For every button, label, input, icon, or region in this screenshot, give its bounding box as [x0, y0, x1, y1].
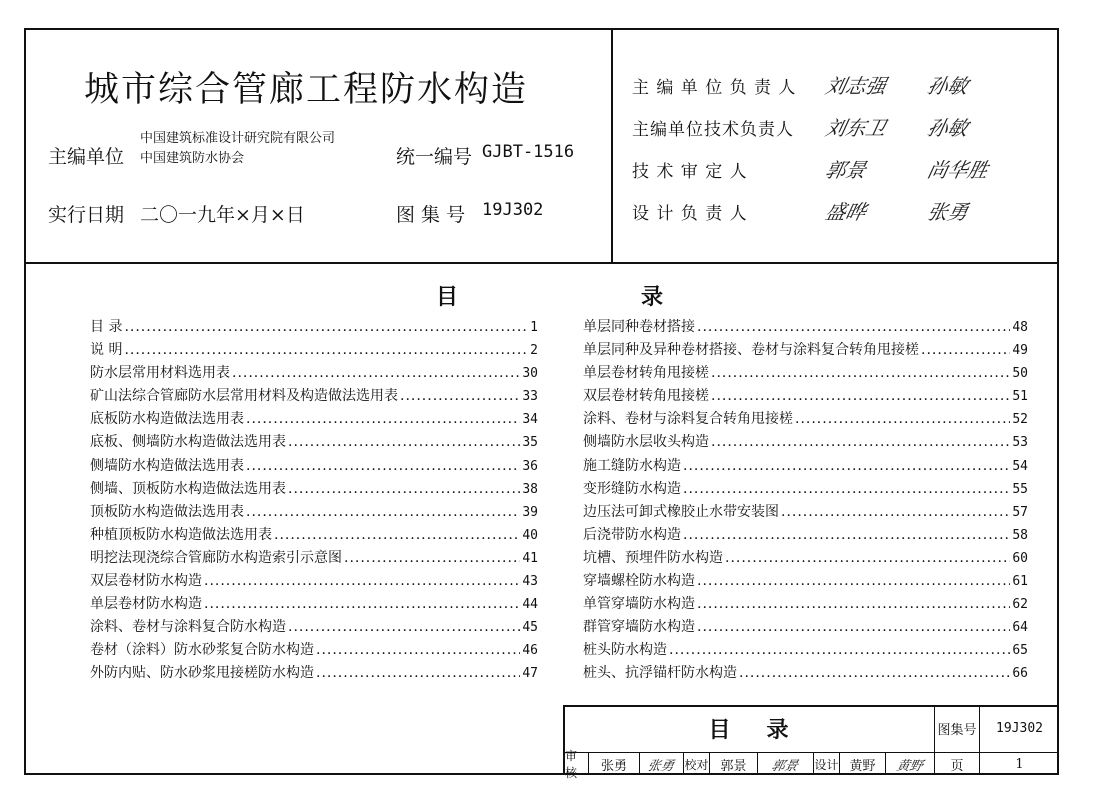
- toc-leader: [232, 365, 520, 381]
- toc-entry[interactable]: [583, 362, 1028, 385]
- unified-number-label: 统一编号: [396, 146, 473, 168]
- toc-entry[interactable]: [583, 570, 1028, 593]
- toc-entry[interactable]: [90, 385, 538, 408]
- role-title: 设 计 负 责 人: [632, 204, 748, 224]
- toc-title: 坑槽、预埋件防水构造: [583, 549, 723, 566]
- toc-title: 底板防水构造做法选用表: [90, 411, 244, 428]
- toc-title: 桩头、抗浮锚杆防水构造: [583, 665, 737, 682]
- toc-title: 穿墙螺栓防水构造: [583, 573, 695, 590]
- toc-leader: [204, 596, 520, 612]
- toc-entry[interactable]: [90, 570, 538, 593]
- toc-leader: [711, 365, 1010, 381]
- toc-page: 60: [1012, 550, 1028, 566]
- role-title: 主 编 单 位 负 责 人: [632, 78, 797, 98]
- toc-leader: [344, 550, 520, 566]
- toc-leader: [739, 665, 1010, 681]
- effective-date: 二〇一九年×月×日: [140, 204, 305, 226]
- toc-right-column: [583, 316, 1028, 686]
- toc-leader: [124, 342, 528, 358]
- page-value: 1: [1015, 756, 1024, 772]
- toc-leader: [921, 342, 1010, 358]
- signature: 刘志强: [823, 74, 889, 98]
- toc-leader: [316, 642, 520, 658]
- toc-leader: [288, 434, 520, 450]
- toc-entry[interactable]: [583, 339, 1028, 362]
- toc-page: 33: [522, 389, 538, 405]
- toc-title: 种植顶板防水构造做法选用表: [90, 526, 272, 543]
- toc-title: 矿山法综合管廊防水层常用材料及构造做法选用表: [90, 388, 398, 405]
- toc-leader: [274, 527, 520, 543]
- editor-unit-label: 主编单位: [48, 146, 125, 168]
- toc-page: 66: [1012, 666, 1028, 682]
- toc-page: 53: [1012, 435, 1028, 451]
- toc-title: 顶板防水构造做法选用表: [90, 503, 244, 520]
- toc-leader: [204, 573, 520, 589]
- toc-entry[interactable]: [90, 639, 538, 662]
- toc-title: 变形缝防水构造: [583, 480, 681, 497]
- toc-entry[interactable]: [583, 616, 1028, 639]
- title-block-title: 目录: [708, 717, 825, 743]
- signature: 张勇: [925, 200, 971, 224]
- toc-leader: [316, 665, 520, 681]
- check-signature: [758, 753, 813, 775]
- signature: 张勇: [646, 758, 676, 774]
- toc-title: 单管穿墙防水构造: [583, 596, 695, 613]
- atlas-number: 19J302: [482, 200, 544, 220]
- role-title: 技 术 审 定 人: [632, 162, 748, 182]
- signature: 黄野: [894, 758, 925, 774]
- toc-page: 62: [1012, 597, 1028, 613]
- toc-page: 48: [1012, 320, 1028, 335]
- toc-title: 底板、侧墙防水构造做法选用表: [90, 434, 286, 451]
- toc-page: 54: [1012, 458, 1028, 474]
- signature: 郭景: [770, 758, 800, 774]
- toc-left-column: [90, 316, 538, 686]
- toc-leader: [697, 319, 1010, 335]
- design-signature: [886, 753, 934, 775]
- atlas-number-label: 图 集 号: [396, 204, 466, 226]
- toc-title: 侧墙防水构造做法选用表: [90, 457, 244, 474]
- toc-leader: [683, 458, 1010, 474]
- toc-leader: [288, 619, 520, 635]
- toc-page: 40: [522, 527, 538, 543]
- toc-page: 65: [1012, 643, 1028, 659]
- toc-title: 单层卷材防水构造: [90, 596, 202, 613]
- toc-title: 群管穿墙防水构造: [583, 619, 695, 636]
- toc-title: 侧墙防水层收头构造: [583, 434, 709, 451]
- toc-page: 49: [1012, 343, 1028, 359]
- role-title: 主编单位技术负责人: [632, 120, 794, 140]
- toc-entry[interactable]: [90, 593, 538, 616]
- toc-entry[interactable]: [583, 408, 1028, 431]
- toc-page: 30: [522, 366, 538, 382]
- signature: 刘东卫: [823, 116, 889, 140]
- toc-entry[interactable]: [583, 478, 1028, 501]
- toc-leader: [246, 411, 520, 427]
- toc-page: 58: [1012, 527, 1028, 543]
- toc-entry[interactable]: [90, 339, 538, 362]
- toc-page: 50: [1012, 366, 1028, 382]
- toc-title: 后浇带防水构造: [583, 526, 681, 543]
- toc-entry[interactable]: [583, 455, 1028, 478]
- toc-title: 边压法可卸式橡胶止水带安装图: [583, 503, 779, 520]
- toc-leader: [697, 573, 1010, 589]
- toc-title: 双层卷材转角甩接槎: [583, 388, 709, 405]
- toc-entry[interactable]: [90, 524, 538, 547]
- toc-title: 单层同种及异种卷材搭接、卷材与涂料复合转角甩接槎: [583, 342, 919, 359]
- toc-page: 39: [522, 504, 538, 520]
- page-label: 页: [950, 758, 964, 774]
- toc-leader: [288, 481, 520, 497]
- toc-page: 41: [522, 550, 538, 566]
- toc-heading-left: 目: [436, 284, 459, 310]
- signature: 盛晔: [823, 200, 869, 224]
- toc-leader: [400, 388, 520, 404]
- check-label: 校对: [684, 757, 709, 772]
- toc-entry[interactable]: [583, 385, 1028, 408]
- review-signature: [640, 753, 683, 775]
- toc-leader: [246, 504, 520, 520]
- toc-heading-right: 录: [641, 284, 664, 310]
- toc-leader: [795, 411, 1010, 427]
- title-block: [563, 705, 1059, 780]
- toc-leader: [711, 434, 1010, 450]
- toc-page: 57: [1012, 504, 1028, 520]
- toc-entry[interactable]: [90, 662, 538, 685]
- toc-entry[interactable]: [90, 362, 538, 385]
- toc-entry[interactable]: [583, 593, 1028, 616]
- toc-page: 36: [522, 458, 538, 474]
- toc-leader: [683, 481, 1010, 497]
- toc-leader: [725, 550, 1010, 566]
- toc-page: 46: [522, 643, 538, 659]
- review-label: 审核: [565, 749, 578, 780]
- toc-title: 防水层常用材料选用表: [90, 365, 230, 382]
- toc-title: 施工缝防水构造: [583, 457, 681, 474]
- toc-page: 1: [530, 320, 538, 335]
- toc-title: 目 录: [90, 319, 123, 335]
- header-bottom-rule: [24, 262, 1059, 264]
- toc-title: 双层卷材防水构造: [90, 573, 202, 590]
- toc-leader: [246, 458, 520, 474]
- toc-title: 明挖法现浇综合管廊防水构造索引示意图: [90, 549, 342, 566]
- toc-leader: [124, 319, 528, 335]
- signature: 郭景: [823, 158, 869, 182]
- editor-unit-2: 中国建筑防水协会: [140, 151, 245, 166]
- toc-leader: [711, 388, 1010, 404]
- toc-title: 卷材（涂料）防水砂浆复合防水构造: [90, 642, 314, 659]
- toc-title: 侧墙、顶板防水构造做法选用表: [90, 480, 286, 497]
- toc-page: 64: [1012, 620, 1028, 636]
- atlas-value: 19J302: [996, 721, 1043, 736]
- effective-date-label: 实行日期: [48, 204, 125, 226]
- toc-leader: [697, 596, 1010, 612]
- atlas-title: 城市综合管廊工程防水构造: [83, 70, 528, 110]
- toc-entry[interactable]: [90, 478, 538, 501]
- toc-entry[interactable]: [583, 316, 1028, 339]
- toc-leader: [683, 527, 1010, 543]
- toc-page: 51: [1012, 389, 1028, 405]
- design-name: 黄野: [849, 758, 876, 774]
- toc-title: 说 明: [90, 342, 123, 359]
- toc-page: 45: [522, 620, 538, 636]
- atlas-label: 图集号: [937, 723, 977, 738]
- toc-page: 44: [522, 597, 538, 613]
- toc-title: 涂料、卷材与涂料复合转角甩接槎: [583, 411, 793, 428]
- toc-page: 38: [522, 481, 538, 497]
- toc-entry[interactable]: [90, 431, 538, 454]
- toc-entry[interactable]: [90, 616, 538, 639]
- toc-entry[interactable]: [583, 662, 1028, 685]
- signature: 孙敏: [925, 74, 971, 98]
- toc-title: 桩头防水构造: [583, 642, 667, 659]
- toc-entry[interactable]: [90, 408, 538, 431]
- toc-entry[interactable]: [583, 639, 1028, 662]
- toc-page: 55: [1012, 481, 1028, 497]
- editor-unit-1: 中国建筑标准设计研究院有限公司: [140, 131, 336, 146]
- toc-page: 61: [1012, 574, 1028, 590]
- toc-entry[interactable]: [90, 547, 538, 570]
- toc-title: 单层卷材转角甩接槎: [583, 365, 709, 382]
- toc-title: 单层同种卷材搭接: [583, 319, 695, 335]
- toc-leader: [781, 504, 1010, 520]
- toc-page: 34: [522, 412, 538, 428]
- toc-title: 外防内贴、防水砂浆甩接槎防水构造: [90, 665, 314, 682]
- check-name: 郭景: [720, 758, 747, 774]
- signature: 尚华胜: [925, 158, 991, 182]
- toc-page: 2: [530, 343, 538, 359]
- toc-entry[interactable]: [583, 431, 1028, 454]
- toc-page: 35: [522, 435, 538, 451]
- toc-entry[interactable]: [90, 455, 538, 478]
- toc-entry[interactable]: [583, 547, 1028, 570]
- toc-page: 52: [1012, 412, 1028, 428]
- unified-number: GJBT-1516: [482, 142, 575, 162]
- toc-entry[interactable]: [90, 316, 538, 339]
- toc-leader: [697, 619, 1010, 635]
- toc-entry[interactable]: [583, 524, 1028, 547]
- signature: 孙敏: [925, 116, 971, 140]
- review-name: 张勇: [600, 758, 627, 774]
- toc-leader: [669, 642, 1010, 658]
- toc-page: 43: [522, 574, 538, 590]
- toc-title: 涂料、卷材与涂料复合防水构造: [90, 619, 286, 636]
- toc-entry[interactable]: [583, 501, 1028, 524]
- toc-entry[interactable]: [90, 501, 538, 524]
- toc-page: 47: [522, 666, 538, 682]
- design-label: 设计: [814, 757, 839, 772]
